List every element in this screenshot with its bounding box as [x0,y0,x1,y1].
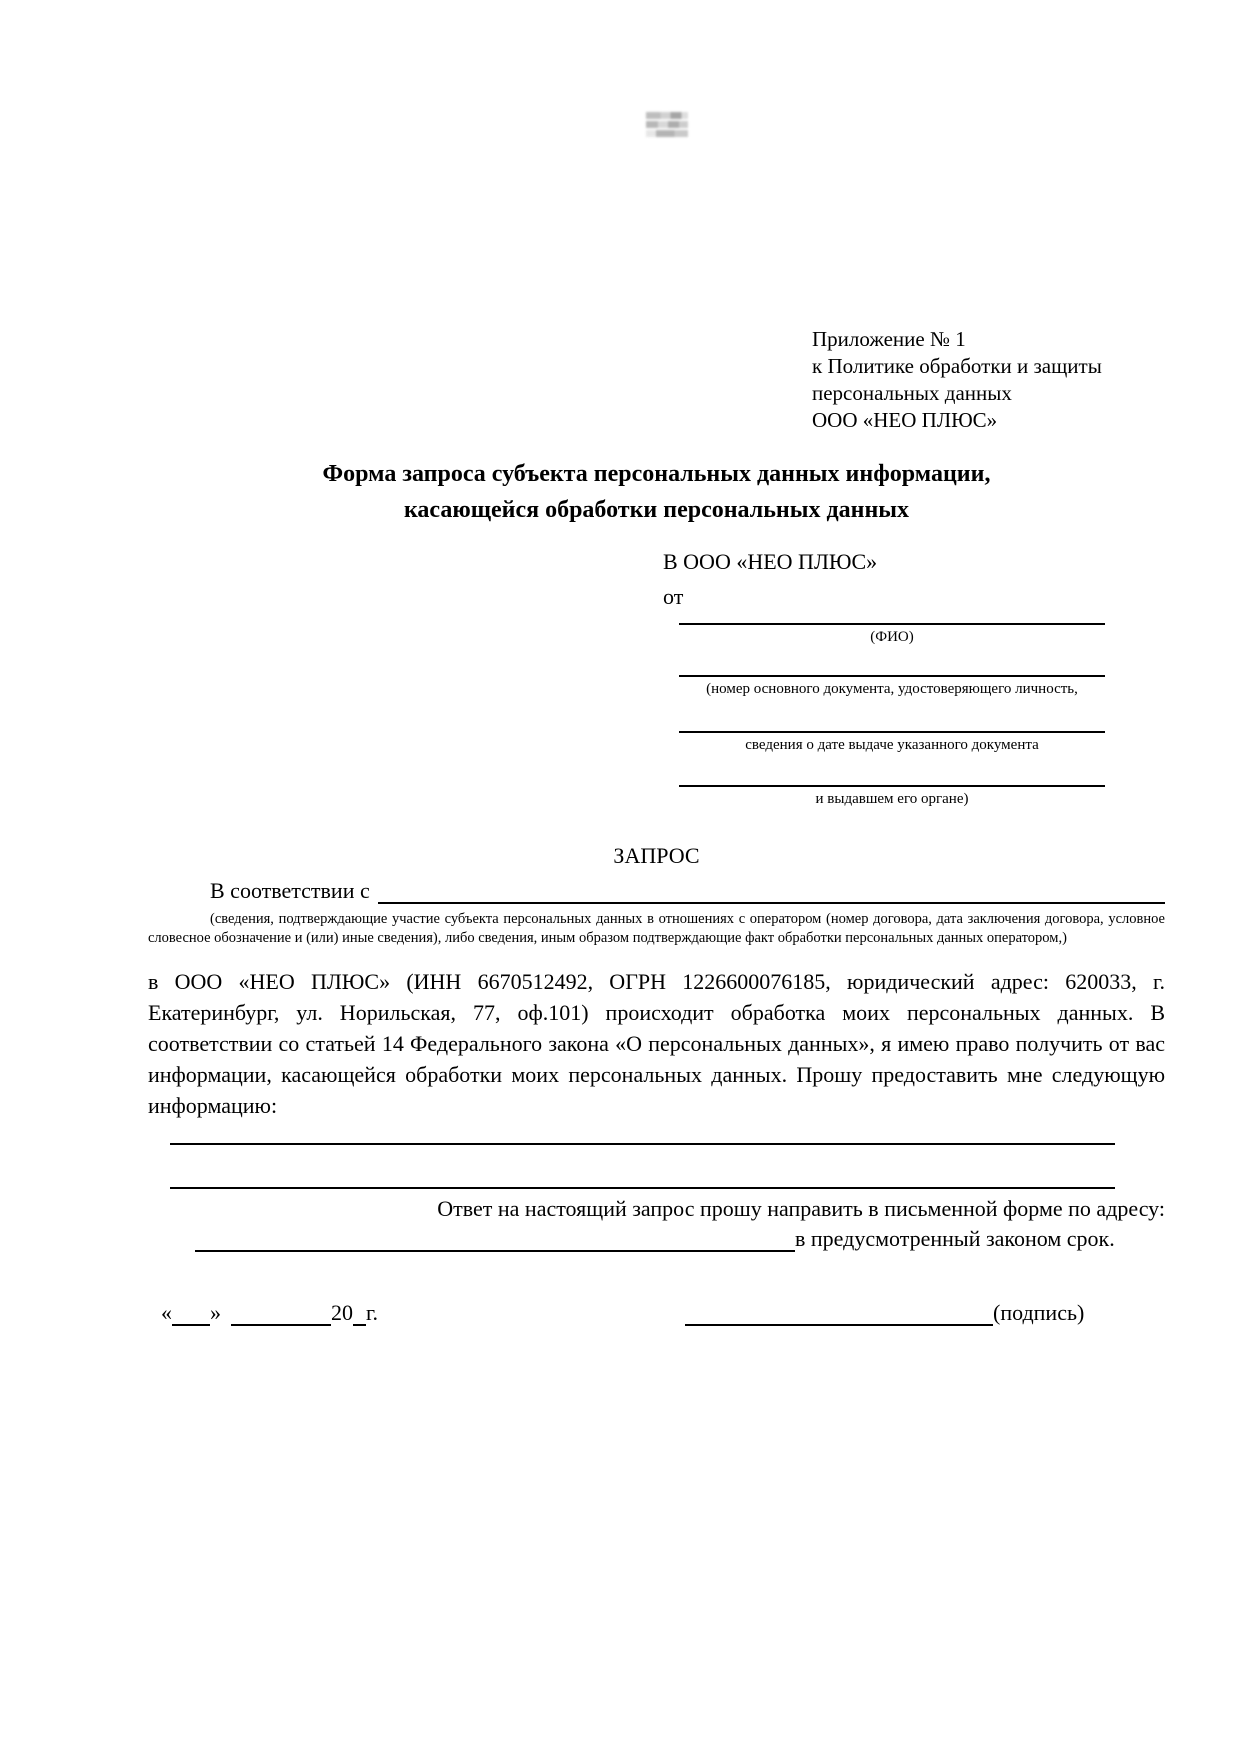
signature-row [685,1300,1084,1326]
date-year-suffix: г. [366,1300,379,1325]
request-heading: ЗАПРОС [613,843,700,868]
reply-address-row [195,1226,1120,1252]
answer-blank-line-1 [170,1143,1115,1145]
signature-blank-line [685,1304,993,1326]
date-close-quote: » [210,1300,221,1325]
logo-stripe [646,130,688,137]
logo-stripe [646,112,688,119]
page-title [148,456,1165,528]
fio-caption: (ФИО) [870,629,914,645]
issuing-authority-field [679,785,1105,809]
reply-address-blank-line [195,1228,795,1252]
issuing-authority-caption: и выдавшем его органе) [815,791,969,807]
issue-date-blank-line [679,731,1105,733]
appendix-line: к Политике обработки и защиты [812,354,1102,378]
intro-blank-line [378,880,1165,904]
reply-suffix: в предусмотренный законом срок. [795,1226,1115,1251]
request-body-paragraph: в ООО «НЕО ПЛЮС» (ИНН 6670512492, ОГРН 1226600076185, юридический адрес: 620033, г. Екатеринбург, ул. Норильская, 77, оф.101) происходит обработка моих персональных данных. В соответствии со статьей 14 Федерального закона «О персональных данных», я имею право получить от вас информации, касающейся обработки моих персональных данных. Прошу предоставить мне следующую информацию: [148,969,1165,1118]
fio-blank-line [679,623,1105,625]
intro-prefix: В соответствии с [210,878,370,903]
answer-blank-line-2 [170,1187,1115,1189]
appendix-line: Приложение № 1 [812,327,966,351]
page-title-line: Форма запроса субъекта персональных данных информации, [322,461,991,487]
appendix-header-block [812,326,1152,434]
appendix-line: ООО «НЕО ПЛЮС» [812,408,998,432]
issue-date-caption: сведения о дате выдаче указанного документа [745,737,1039,753]
document-number-caption: (номер основного документа, удостоверяющего личность, [706,681,1078,697]
fio-field [679,623,1105,647]
document-number-field [679,675,1105,699]
date-row [161,1300,378,1326]
date-month-blank [231,1304,331,1326]
addressee-to-line: В ООО «НЕО ПЛЮС» [663,549,878,574]
blurred-logo-image [646,112,688,142]
date-open-quote: « [161,1300,172,1325]
page-title-line: касающейся обработки персональных данных [403,497,910,523]
document-number-blank-line [679,675,1105,677]
appendix-line: персональных данных [812,381,1012,405]
date-day-blank [172,1304,210,1326]
logo-stripe [646,121,688,128]
date-year-blank [353,1304,366,1326]
issue-date-field [679,731,1105,755]
signature-caption: (подпись) [993,1300,1085,1325]
intro-row [148,878,1165,904]
reply-instruction: Ответ на настоящий запрос прошу направить в письменной форме по адресу: [437,1196,1165,1221]
date-year-prefix: 20 [331,1300,353,1325]
explanatory-note: (сведения, подтверждающие участие субъекта персональных данных в отношениях с оператором (номер договора, дата заключения договора, условное словесное обозначение и (или) иные сведения), либо сведения, иным образом подтверждающие факт обработки персональных данных оператором,) [148,911,1165,946]
issuing-authority-blank-line [679,785,1105,787]
addressee-from-label: от [663,584,684,609]
